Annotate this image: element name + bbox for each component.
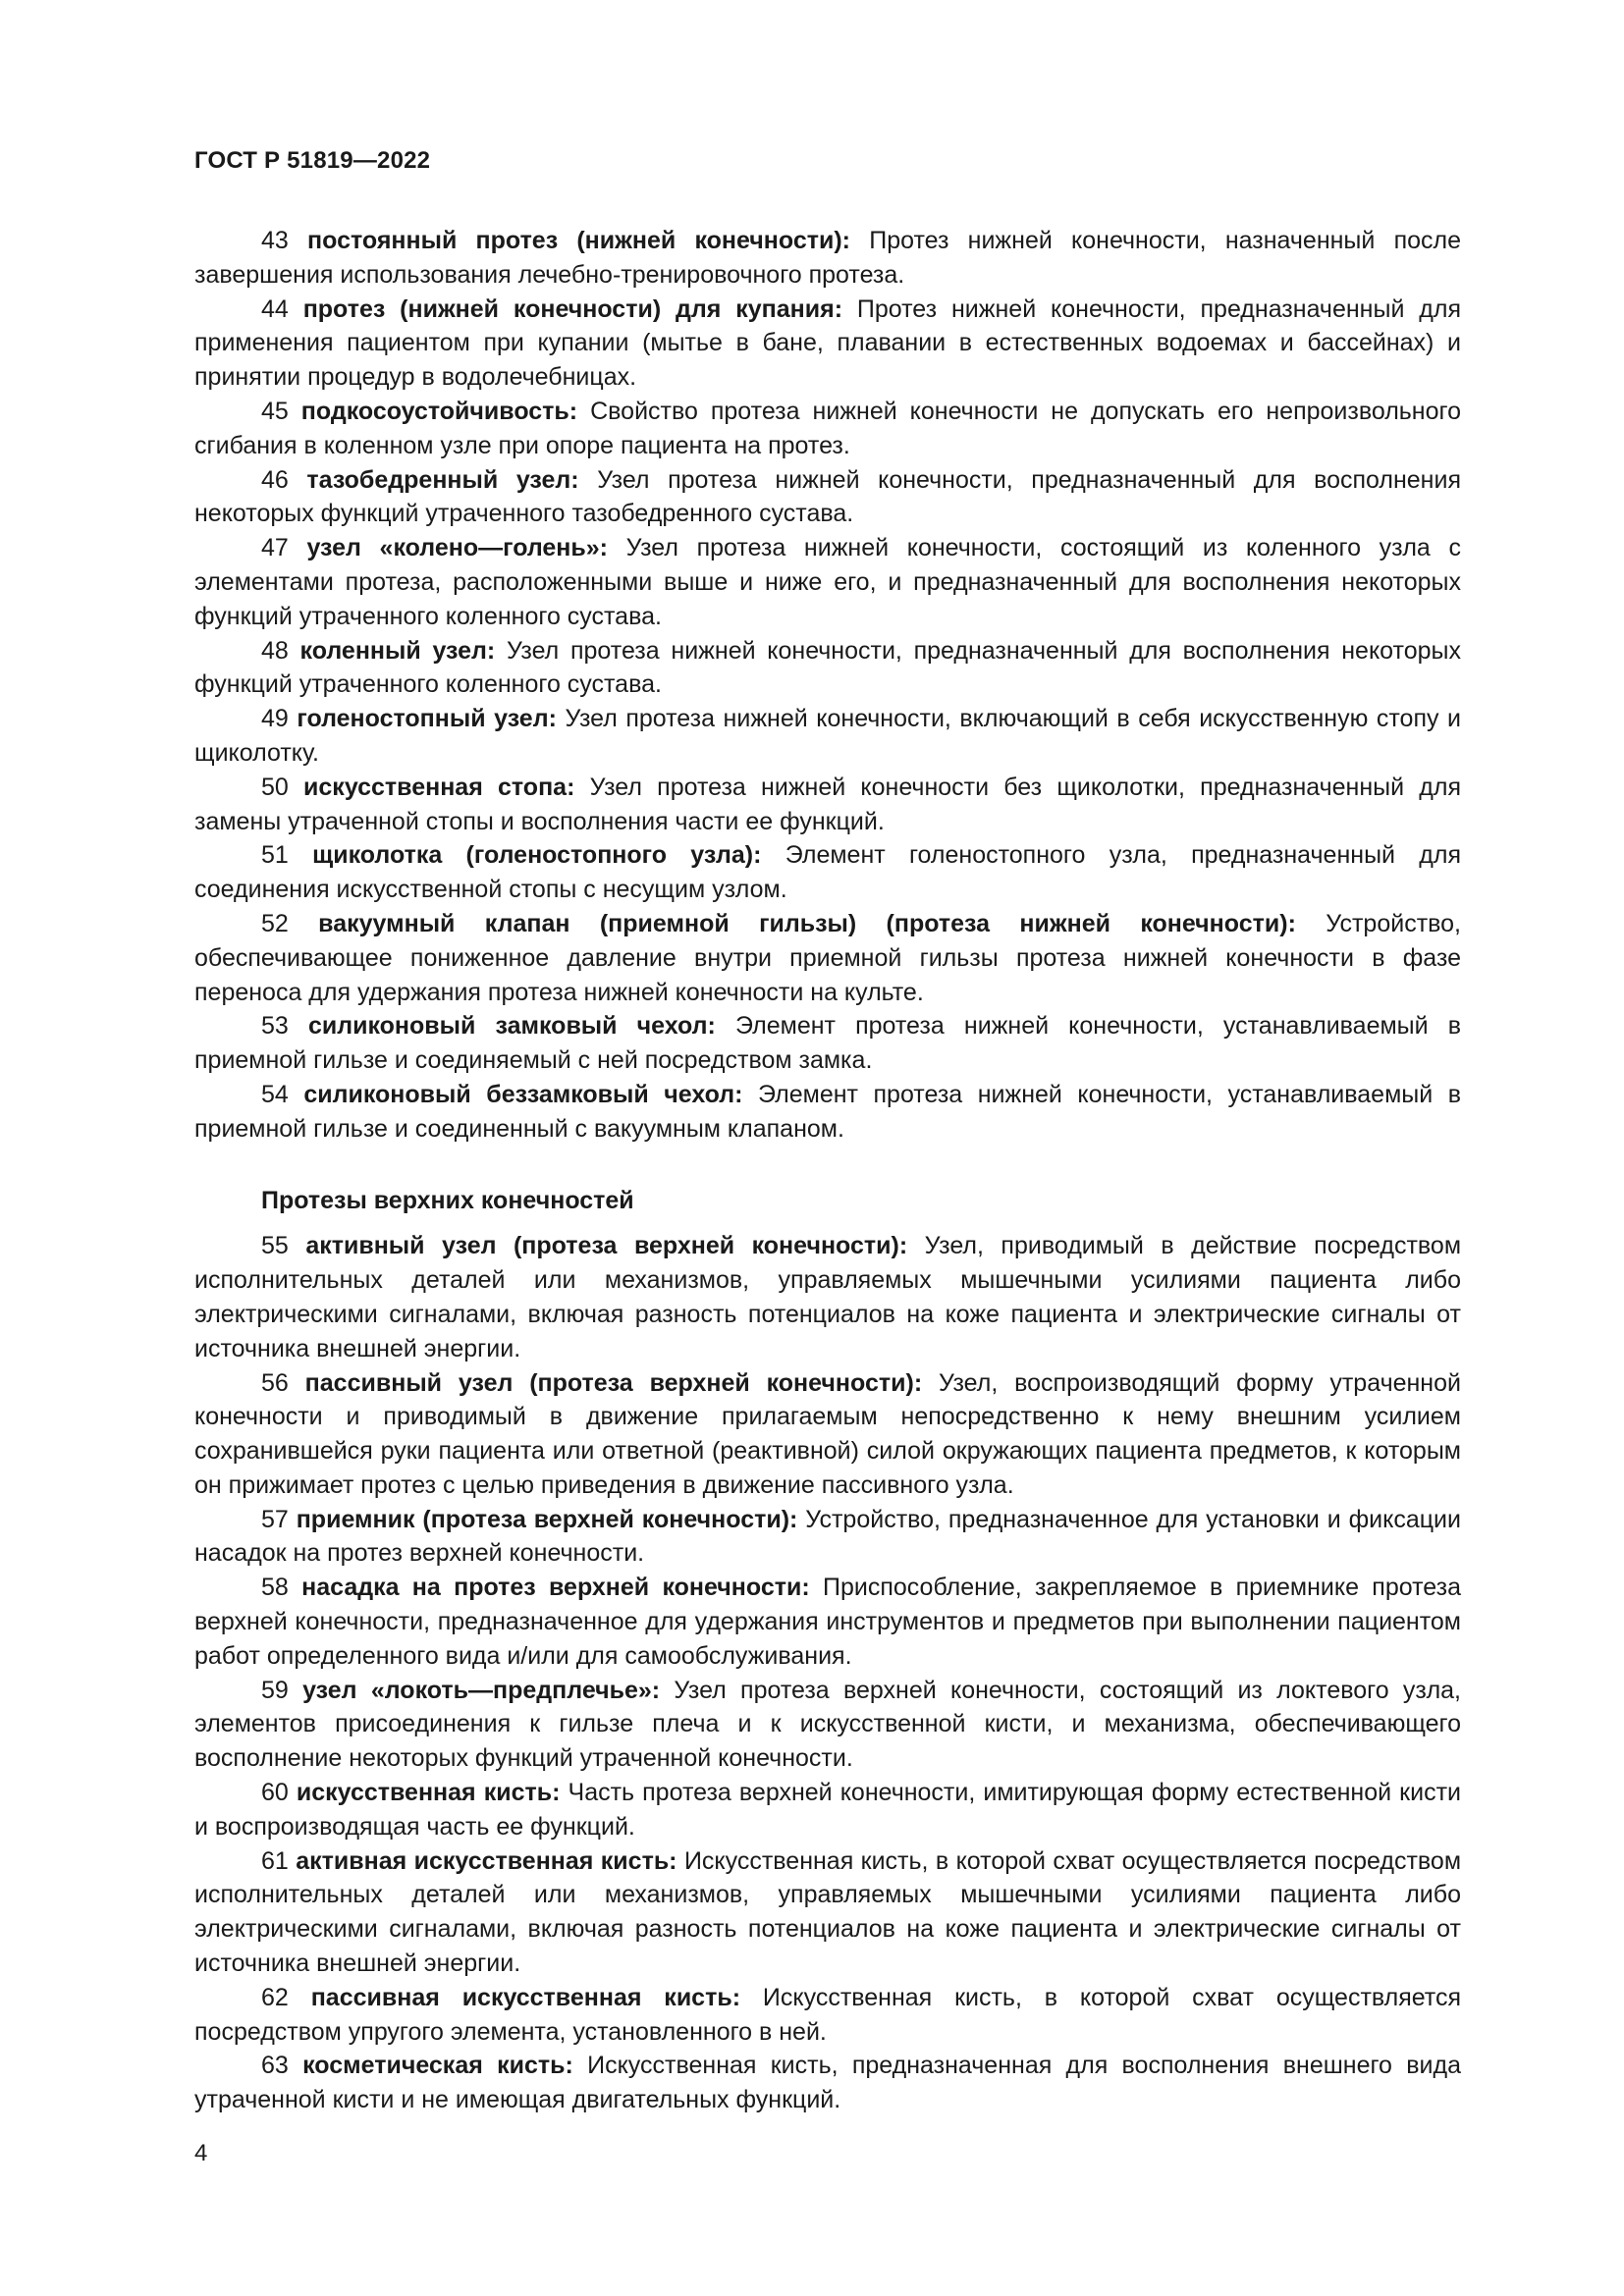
term-title: активный узел (протеза верхней конечности):	[305, 1232, 908, 1260]
term-title: голеностопный узел:	[297, 705, 557, 733]
term-entry	[194, 1571, 1461, 1673]
term-definition: Элемент протеза нижней конечности, устанавливаемый в приемной гильзе и соединяемый с ней посредством замка.	[194, 1012, 1461, 1075]
term-definition: Узел, воспроизводящий форму утраченной конечности и приводимый в движение прилагаемым непосредственно к нему внешним усилием сохранившейся руки пациента или ответной (реактивной) силой окружающих пациента предметов, к которым он прижимает протез с целью приведения в движение пассивного узла.	[194, 1368, 1461, 1499]
term-title: протез (нижней конечности) для купания:	[302, 294, 843, 323]
term-definition: Элемент голеностопного узла, предназначенный для соединения искусственной стопы с несущим узлом.	[194, 841, 1462, 904]
term-number: 59	[261, 1676, 289, 1704]
term-definition: Узел протеза нижней конечности без щиколотки, предназначенный для замены утраченной стопы и восполнения части ее функций.	[194, 773, 1461, 835]
term-definition: Искусственная кисть, предназначенная для восполнения внешнего вида утраченной кисти и не имеющая двигательных функций.	[194, 2052, 1461, 2114]
term-number: 54	[261, 1080, 289, 1108]
term-number: 52	[261, 909, 289, 937]
term-entry	[194, 1981, 1461, 2050]
term-title: приемник (протеза верхней конечности):	[296, 1505, 798, 1533]
term-title: пассивная искусственная кисть:	[310, 1983, 741, 2011]
term-entry	[194, 838, 1461, 907]
term-definition: Свойство протеза нижней конечности не допускать его непроизвольного сгибания в коленном узле при опоре пациента на протез.	[194, 397, 1461, 459]
term-entry	[194, 1844, 1461, 1981]
term-number: 63	[261, 2052, 289, 2080]
page-number: 4	[194, 2140, 208, 2166]
term-title: тазобедренный узел:	[306, 465, 579, 494]
term-entry	[194, 1366, 1461, 1503]
term-number: 50	[261, 773, 289, 801]
term-entry	[194, 1776, 1461, 1844]
term-entry	[194, 1078, 1461, 1147]
term-number: 46	[261, 465, 289, 494]
term-definition: Устройство, предназначенное для установки и фиксации насадок на протез верхней конечности.	[194, 1505, 1461, 1568]
term-title: косметическая кисть:	[302, 2052, 573, 2080]
term-entry	[194, 1229, 1461, 1365]
term-number: 60	[261, 1779, 289, 1807]
term-definition: Узел протеза нижней конечности, состоящий из коленного узла с элементами протеза, расположенными выше и ниже его, и предназначенный для восполнения некоторых функций утраченного коленного сустава.	[194, 534, 1461, 630]
term-number: 49	[261, 705, 289, 733]
term-title: искусственная стопа:	[303, 773, 575, 801]
term-entry	[194, 293, 1461, 395]
term-definition: Узел протеза нижней конечности, предназначенный для восполнения некоторых функций утраченного тазобедренного сустава.	[194, 465, 1461, 528]
term-number: 48	[261, 636, 289, 665]
term-definition: Искусственная кисть, в которой схват осуществляется посредством упругого элемента, установленного в ней.	[194, 1983, 1462, 2046]
term-entry	[194, 1503, 1461, 1572]
term-entry	[194, 634, 1461, 703]
term-entry	[194, 1674, 1461, 1776]
entries-upper-limb	[194, 1229, 1461, 2117]
term-definition: Искусственная кисть, в которой схват осуществляется посредством исполнительных деталей или механизмов, управляемых мышечными усилиями пациента либо электрическими сигналами, включая разность потенциалов на коже пациента и электрические сигналы от источника внешней энергии.	[194, 1846, 1462, 1978]
term-definition: Устройство, обеспечивающее пониженное давление внутри приемной гильзы протеза нижней конечности в фазе переноса для удержания протеза нижней конечности на культе.	[194, 909, 1461, 1006]
term-number: 55	[261, 1232, 289, 1260]
term-title: вакуумный клапан (приемной гильзы) (протеза нижней конечности):	[318, 909, 1296, 937]
term-entry	[194, 395, 1461, 463]
term-number: 44	[261, 294, 289, 323]
term-number: 45	[261, 397, 289, 425]
term-number: 53	[261, 1012, 289, 1041]
term-number: 57	[261, 1505, 289, 1533]
term-definition: Узел протеза верхней конечности, состоящий из локтевого узла, элементов присоединения к гильзе плеча и к искусственной кисти, и механизма, обеспечивающего восполнение некоторых функций утраченной конечности.	[194, 1676, 1462, 1773]
document-header-id: ГОСТ Р 51819—2022	[194, 147, 431, 174]
entries-lower-limb	[194, 224, 1461, 1147]
term-number: 62	[261, 1983, 289, 2011]
term-definition: Элемент протеза нижней конечности, устанавливаемый в приемной гильзе и соединенный с вакуумным клапаном.	[194, 1080, 1461, 1143]
term-title: постоянный протез (нижней конечности):	[307, 227, 851, 254]
term-definition: Узел, приводимый в действие посредством исполнительных деталей или механизмов, управляемых мышечными усилиями пациента либо электрическими сигналами, включая разность потенциалов на коже пациента и электрические сигналы от источника внешней энергии.	[194, 1232, 1462, 1362]
term-definition: Протез нижней конечности, предназначенный для применения пациентом при купании (мытье в бане, плавании в естественных водоемах и бассейнах) и принятии процедур в водолечебницах.	[194, 294, 1461, 392]
term-entry	[194, 463, 1461, 532]
term-definition: Протез нижней конечности, назначенный после завершения использования лечебно-тренировочного протеза.	[194, 227, 1462, 289]
term-number: 58	[261, 1574, 289, 1602]
term-definition: Узел протеза нижней конечности, включающий в себя искусственную стопу и щиколотку.	[194, 705, 1461, 767]
section-heading: Протезы верхних конечностей	[261, 1186, 634, 1214]
term-title: узел «локоть—предплечье»:	[302, 1676, 661, 1704]
term-definition: Часть протеза верхней конечности, имитирующая форму естественной кисти и воспроизводящая часть ее функций.	[194, 1779, 1461, 1841]
term-entry	[194, 907, 1461, 1009]
term-definition: Приспособление, закрепляемое в приемнике протеза верхней конечности, предназначенное для удержания инструментов и предметов при выполнении пациентом работ определенного вида и/или для самообслуживания.	[194, 1574, 1461, 1670]
term-entry	[194, 2049, 1461, 2117]
term-title: искусственная кисть:	[296, 1779, 561, 1807]
term-entry	[194, 771, 1461, 839]
term-title: насадка на протез верхней конечности:	[301, 1574, 810, 1602]
term-title: силиконовый замковый чехол:	[307, 1012, 716, 1041]
term-title: пассивный узел (протеза верхней конечности):	[304, 1368, 923, 1397]
term-title: подкосоустойчивость:	[300, 397, 578, 425]
term-title: активная искусственная кисть:	[296, 1846, 677, 1875]
term-entry	[194, 531, 1461, 633]
term-number: 56	[261, 1368, 289, 1397]
term-title: узел «колено—голень»:	[306, 534, 608, 562]
term-number: 43	[261, 227, 289, 254]
term-title: силиконовый беззамковый чехол:	[303, 1080, 743, 1108]
document-body	[194, 224, 1461, 2117]
term-number: 61	[261, 1846, 289, 1875]
term-entry	[194, 702, 1461, 771]
term-number: 47	[261, 534, 289, 562]
term-title: щиколотка (голеностопного узла):	[312, 841, 762, 870]
term-entry	[194, 1009, 1461, 1078]
term-entry	[194, 224, 1461, 293]
term-number: 51	[261, 841, 289, 870]
term-title: коленный узел:	[299, 636, 496, 665]
term-definition: Узел протеза нижней конечности, предназначенный для восполнения некоторых функций утраченного коленного сустава.	[194, 636, 1461, 699]
